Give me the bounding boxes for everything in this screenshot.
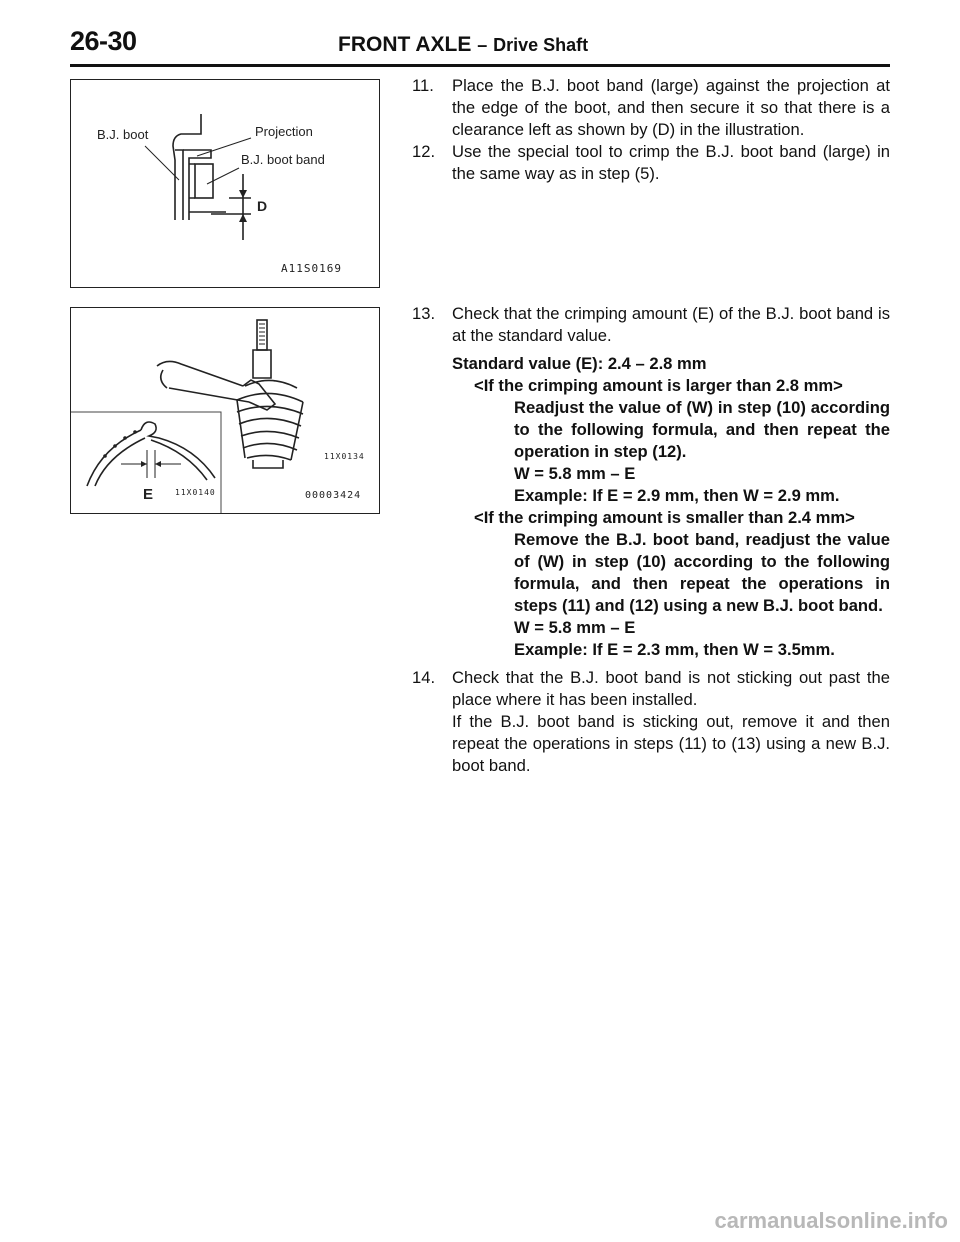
label-projection: Projection	[255, 124, 313, 139]
watermark: carmanualsonline.info	[714, 1208, 948, 1233]
step-12	[412, 141, 890, 185]
case-small-example: Example: If E = 2.3 mm, then W = 3.5mm.	[514, 640, 835, 659]
step-14-text-2: If the B.J. boot band is sticking out, remove it and then repeat the operations in steps (11) to (13) using a new B.J. boot band.	[452, 712, 890, 775]
case-large-example: Example: If E = 2.9 mm, then W = 2.9 mm.	[514, 486, 840, 505]
subsection-title: Drive Shaft	[493, 35, 589, 55]
boot-band-diagram	[71, 80, 379, 287]
step-14	[412, 667, 890, 711]
label-e: E	[143, 486, 154, 503]
label-bj-boot-band: B.J. boot band	[241, 152, 325, 167]
page-number: 26-30	[70, 26, 137, 56]
inset-code: 11X0140	[175, 488, 216, 497]
figure-boot-band-clearance	[70, 79, 380, 288]
case-small-text: Remove the B.J. boot band, readjust the value of (W) in step (10) according to the following formula, and then repeat the operations in steps (11) and (12) using a new B.J. boot band.	[514, 530, 890, 615]
step-text: Use the special tool to crimp the B.J. boot band (large) in the same way as in step (5).	[452, 142, 890, 183]
step-number: 11.	[412, 76, 434, 95]
page-title	[338, 33, 588, 57]
step-number: 14.	[412, 668, 436, 687]
case-large-formula: W = 5.8 mm – E	[514, 464, 636, 483]
case-small-formula: W = 5.8 mm – E	[514, 618, 636, 637]
step-number: 13.	[412, 304, 436, 323]
step-text: Place the B.J. boot band (large) against the projection at the edge of the boot, and then secure it so that there is a clearance left as shown by (D) in the illustration.	[452, 76, 890, 139]
step-text: Check that the crimping amount (E) of the B.J. boot band is at the standard value.	[452, 304, 890, 345]
steps-11-12	[412, 75, 890, 185]
case-small-title: <If the crimping amount is smaller than 2.4 mm>	[474, 508, 855, 527]
standard-value: Standard value (E): 2.4 – 2.8 mm	[452, 354, 707, 373]
figure-code: A11S0169	[281, 262, 342, 275]
figure-id-code: 00003424	[305, 490, 362, 501]
label-bj-boot: B.J. boot	[97, 127, 149, 142]
header-rule	[70, 64, 890, 67]
step-number: 12.	[412, 142, 436, 161]
step-text: Check that the B.J. boot band is not sticking out past the place where it has been installed.	[452, 668, 890, 709]
figure-crimping-amount	[70, 307, 380, 514]
step-13	[412, 303, 890, 347]
steps-13-14	[412, 303, 890, 777]
main-code: 11X0134	[324, 452, 365, 461]
label-d: D	[257, 198, 268, 214]
title-separator: –	[477, 35, 488, 55]
crimp-diagram	[71, 308, 379, 513]
case-large-text: Readjust the value of (W) in step (10) according to the following formula, and then repeat the operation in step (12).	[514, 398, 890, 461]
step-11	[412, 75, 890, 141]
section-title: FRONT AXLE	[338, 33, 472, 56]
case-large-title: <If the crimping amount is larger than 2.8 mm>	[474, 376, 843, 395]
